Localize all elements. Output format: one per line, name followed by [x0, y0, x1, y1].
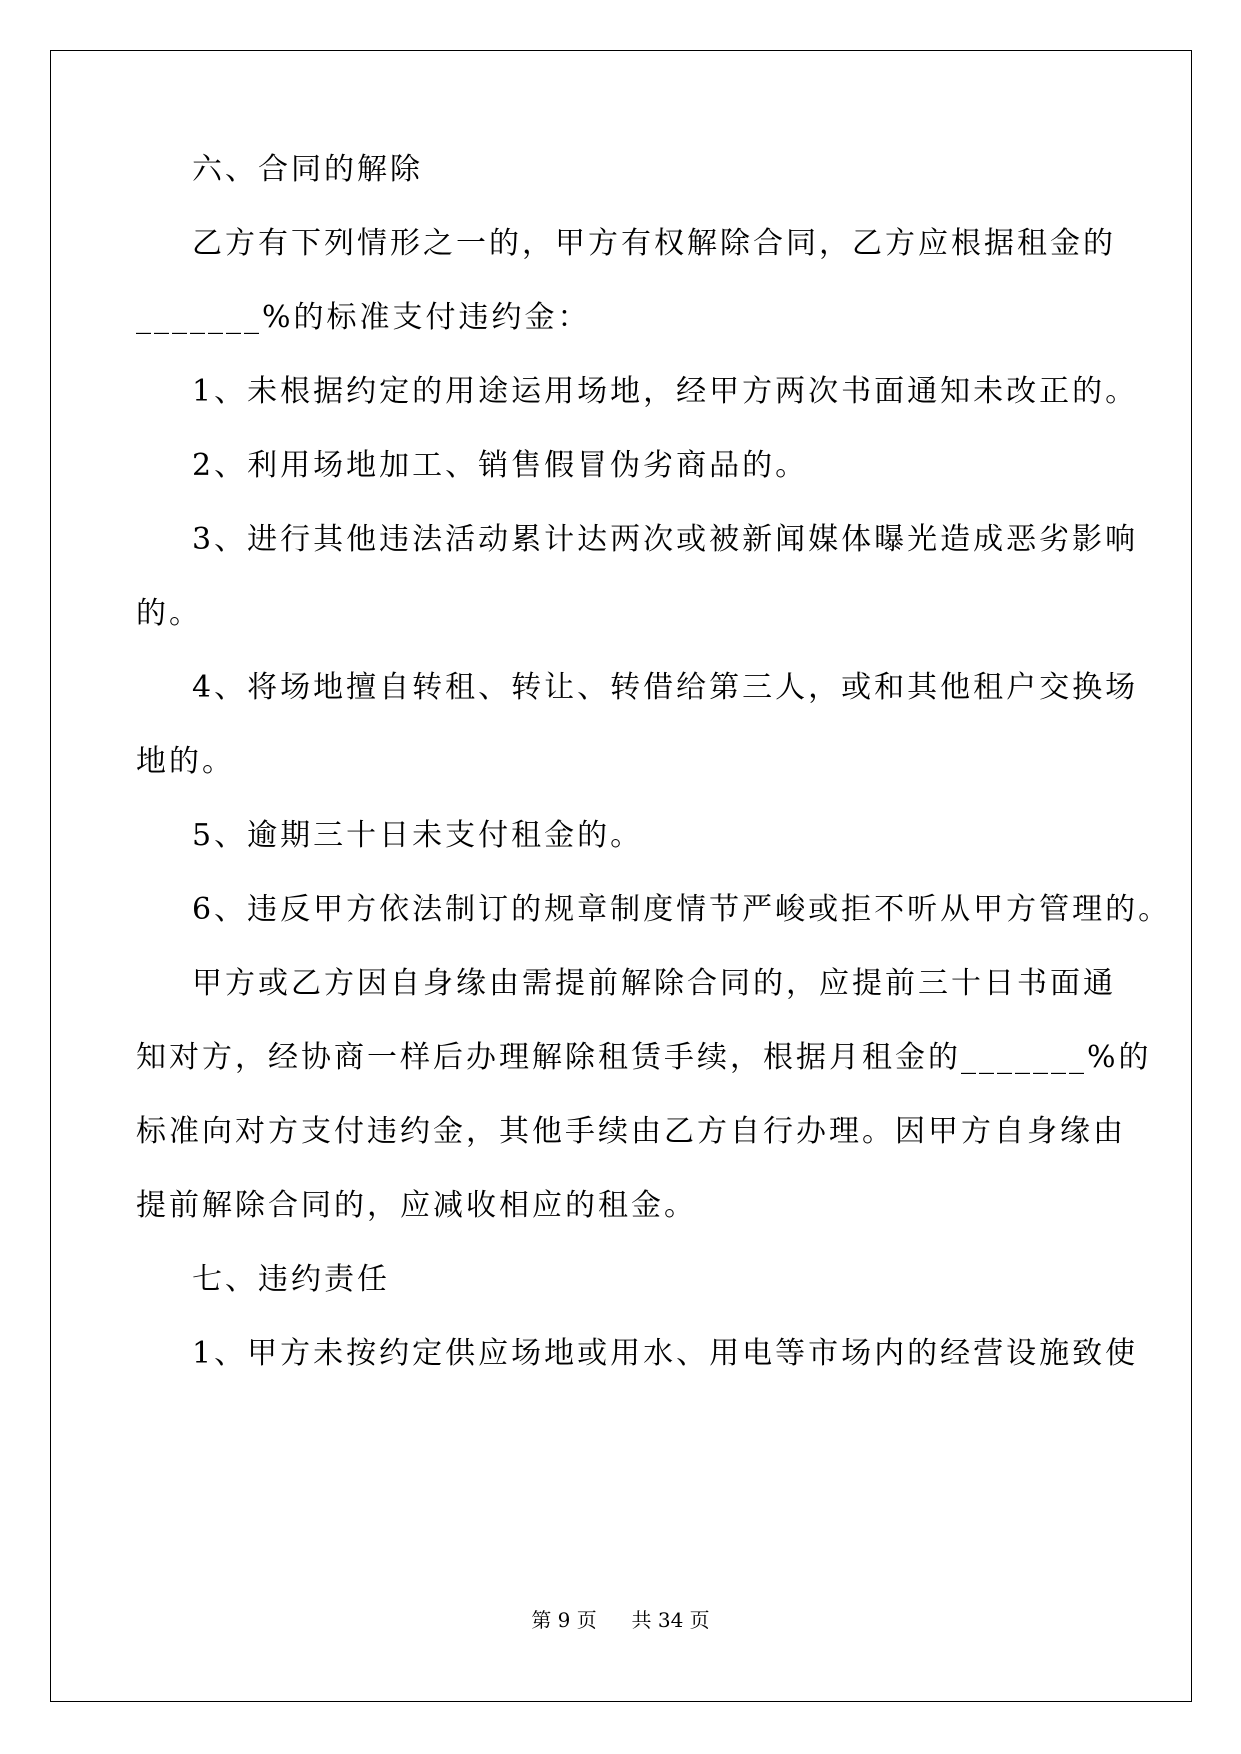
list-item-5: 5、逾期三十日未支付租金的。: [192, 818, 644, 853]
paragraph-line: 地的。: [136, 744, 235, 779]
list-item-2: 2、利用场地加工、销售假冒伪劣商品的。: [192, 448, 809, 483]
total-pages: 共 34 页: [631, 1608, 710, 1632]
list-item-1: 1、甲方未按约定供应场地或用水、用电等市场内的经营设施致使: [192, 1336, 1139, 1371]
list-item-1: 1、未根据约定的用途运用场地，经甲方两次书面通知未改正的。: [192, 374, 1139, 409]
paragraph-line: 乙方有下列情形之一的，甲方有权解除合同，乙方应根据租金的: [192, 226, 1116, 261]
page-number: 第 9 页: [531, 1608, 597, 1632]
paragraph-line: 提前解除合同的，应减收相应的租金。: [136, 1188, 697, 1223]
section-heading-liability: 七、违约责任: [192, 1262, 390, 1297]
paragraph-line: 甲方或乙方因自身缘由需提前解除合同的，应提前三十日书面通: [192, 966, 1116, 1001]
paragraph-line: 的。: [136, 596, 202, 631]
page-border: [50, 50, 1192, 1702]
paragraph-line: 知对方，经协商一样后办理解除租赁手续，根据月租金的_______%的: [136, 1040, 1152, 1075]
list-item-4: 4、将场地擅自转租、转让、转借给第三人，或和其他租户交换场: [192, 670, 1139, 705]
page-footer: [0, 1604, 1241, 1633]
paragraph-line: 标准向对方支付违约金，其他手续由乙方自行办理。因甲方自身缘由: [136, 1114, 1126, 1149]
list-item-6: 6、违反甲方依法制订的规章制度情节严峻或拒不听从甲方管理的。: [192, 892, 1172, 927]
paragraph-line: _______%的标准支付违约金：: [136, 300, 591, 335]
list-item-3: 3、进行其他违法活动累计达两次或被新闻媒体曝光造成恶劣影响: [192, 522, 1139, 557]
section-heading-termination: 六、合同的解除: [192, 152, 423, 187]
